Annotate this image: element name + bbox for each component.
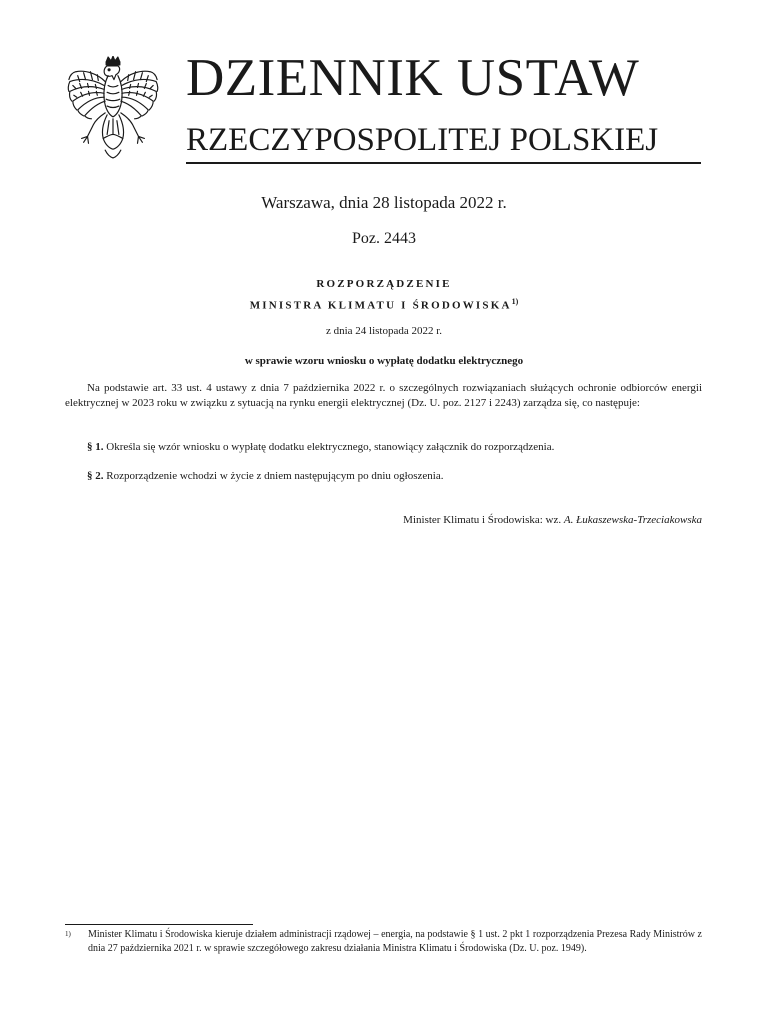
section-symbol: § 1. [87, 441, 104, 453]
signature-block [403, 513, 702, 528]
act-issuer-heading [0, 294, 768, 314]
position-number: Poz. 2443 [352, 230, 416, 247]
masthead-divider [186, 162, 701, 164]
journal-subtitle: RZECZYPOSPOLITEJ POLSKIEJ [186, 122, 659, 158]
section-text: Rozporządzenie wchodzi w życie z dniem następującym po dniu ogłoszenia. [106, 470, 444, 482]
journal-title: DZIENNIK USTAW [186, 49, 640, 107]
preamble-paragraph: Na podstawie art. 33 ust. 4 ustawy z dnia 7 października 2022 r. o szczególnych rozwiązaniach służących ochronie odbiorców energii elektrycznej w 2023 roku w związku z sytuacją na rynku energii elektrycznej (Dz. U. poz. 2127 i 2243) zarządza się, co następuje: [65, 382, 702, 409]
footnote-mark: 1) [65, 930, 71, 938]
act-type-heading: ROZPORZĄDZENIE [316, 278, 452, 290]
act-issuer-text: MINISTRA KLIMATU I ŚRODOWISKA [249, 299, 512, 312]
footnote-divider [65, 924, 253, 925]
section-symbol: § 2. [87, 470, 104, 482]
act-subject: w sprawie wzoru wniosku o wypłatę dodatku elektrycznego [244, 355, 524, 367]
act-date: z dnia 24 listopada 2022 r. [325, 325, 443, 337]
section-paragraph [65, 469, 702, 484]
footnote [65, 928, 702, 956]
publication-date: Warszawa, dnia 28 listopada 2022 r. [261, 193, 507, 212]
section-text: Określa się wzór wniosku o wypłatę dodatku elektrycznego, stanowiący załącznik do rozporządzenia. [106, 441, 555, 453]
section-paragraph [65, 440, 702, 455]
footnote-reference: 1) [511, 297, 519, 306]
polish-eagle-emblem-icon [64, 56, 162, 160]
footnote-text: Minister Klimatu i Środowiska kieruje działem administracji rządowej – energia, na podstawie § 1 ust. 2 pkt 1 rozporządzenia Prezesa Rady Ministrów z dnia 27 października 2021 r. w sprawie szczegółowego zakresu działania Ministra Klimatu i Środowiska (Dz. U. poz. 1949). [88, 929, 702, 954]
signatory-name: A. Łukaszewska-Trzeciakowska [563, 514, 702, 526]
signature-prefix: Minister Klimatu i Środowiska: wz. [403, 514, 562, 526]
